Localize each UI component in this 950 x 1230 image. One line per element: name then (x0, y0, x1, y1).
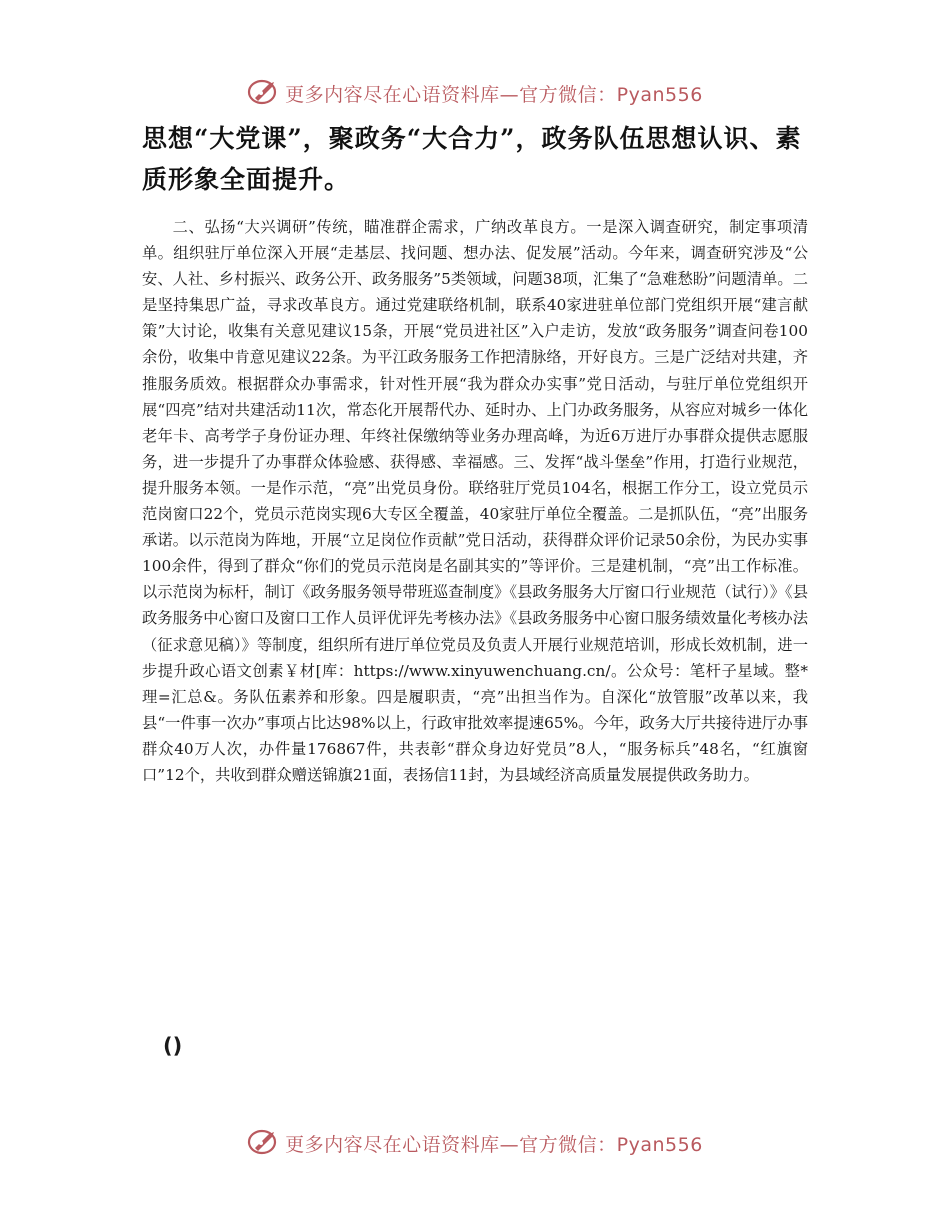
pen-nib-icon (247, 1126, 281, 1161)
heading-paragraph: 思想“大党课”，聚政务“大合力”，政务队伍思想认识、素质形象全面提升。 (142, 124, 802, 194)
watermark-text: 更多内容尽在心语资料库—官方微信：Pyan556 (285, 84, 703, 106)
watermark-footer (0, 1126, 950, 1161)
watermark-text: 更多内容尽在心语资料库—官方微信：Pyan556 (285, 1134, 703, 1156)
trailing-parentheses: () (163, 1034, 183, 1058)
watermark-header (0, 76, 950, 111)
body-paragraph: 二、弘扬“大兴调研”传统，瞄准群企需求，广纳改革良方。一是深入调查研究，制定事项清单。组织驻厅单位深入开展“走基层、找问题、想办法、促发展”活动。今年来，调查研究涉及“公安、人社、乡村振兴、政务公开、政务服务”5类领域，问题38项，汇集了“急难愁盼”问题清单。二是坚持集思广益，寻求改革良方。通过党建联络机制，联系40家进驻单位部门党组织开展“建言献策”大讨论，收集有关意见建议15条，开展“党员进社区”入户走访，发放“政务服务”调查问卷100余份，收集中肯意见建议22条。为平江政务服务工作把清脉络，开好良方。三是广泛结对共建，齐推服务质效。根据群众办事需求，针对性开展“我为群众办实事”党日活动，与驻厅单位党组织开展“四亮”结对共建活动11次，常态化开展帮代办、延时办、上门办政务服务，从容应对城乡一体化老年卡、高考学子身份证办理、年终社保缴纳等业务办理高峰，为近6万进厅办事群众提供志愿服务，进一步提升了办事群众体验感、获得感、幸福感。三、发挥“战斗堡垒”作用，打造行业规范，提升服务本领。一是作示范，“亮”出党员身份。联络驻厅党员104名，根据工作分工，设立党员示范岗窗口22个，党员示范岗实现6大专区全覆盖，40家驻厅单位全覆盖。二是抓队伍，“亮”出服务承诺。以示范岗为阵地，开展“立足岗位作贡献”党日活动，获得群众评价记录50余份，为民办实事100余件，得到了群众“你们的党员示范岗是名副其实的”等评价。三是建机制，“亮”出工作标准。以示范岗为标杆，制订《政务服务领导带班巡查制度》《县政务服务大厅窗口行业规范（试行）》《县政务服务中心窗口及窗口工作人员评优评先考核办法》《县政务服务中心窗口服务绩效量化考核办法（征求意见稿）》等制度，组织所有进厅单位党员及负责人开展行业规范培训，形成长效机制，进一步提升政心语文创素￥材[库：https://www.xinyuwenchuang.cn/。公众号：笔杆子星域。整*理=汇总&。务队伍素养和形象。四是履职责，“亮”出担当作为。自深化“放管服”改革以来，我县“一件事一次办”事项占比达98%以上，行政审批效率提速65%。今年，政务大厅共接待进厅办事群众40万人次，办件量176867件，共表彰“群众身边好党员”8人，“服务标兵”48名，“红旗窗口”12个，共收到群众赠送锦旗21面，表扬信11封，为县域经济高质量发展提供政务助力。 (142, 218, 808, 784)
pen-nib-icon (247, 76, 281, 111)
